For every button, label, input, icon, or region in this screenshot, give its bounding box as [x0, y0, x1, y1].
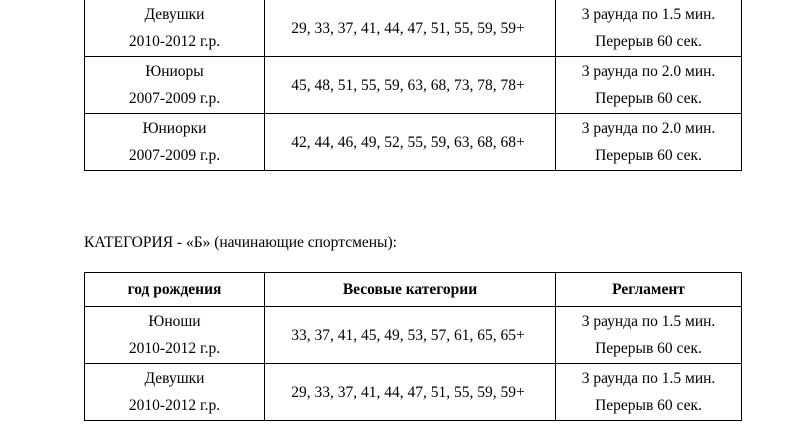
- table-row: [85, 0, 742, 57]
- category-b-heading: КАТЕГОРИЯ - «Б» (начинающие спортсмены):: [84, 234, 397, 251]
- age-group-cell: [85, 0, 265, 57]
- regulation-cell: [556, 0, 742, 57]
- rounds-text: 3 раунда по 2.0 мин.: [581, 63, 716, 80]
- break-text: Перерыв 60 сек.: [595, 397, 702, 414]
- header-regulation: Регламент: [556, 273, 742, 307]
- age-group-cell: [85, 114, 265, 171]
- break-text: Перерыв 60 сек.: [595, 33, 702, 50]
- regulation-cell: [556, 57, 742, 114]
- weight-categories-cell: 45, 48, 51, 55, 59, 63, 68, 73, 78, 78+: [265, 57, 556, 114]
- break-text: Перерыв 60 сек.: [595, 340, 702, 357]
- regulation-cell: [556, 307, 742, 364]
- weight-categories-cell: 29, 33, 37, 41, 44, 47, 51, 55, 59, 59+: [265, 364, 556, 421]
- birth-years: 2010-2012 г.р.: [128, 397, 221, 414]
- table-row: [85, 57, 742, 114]
- group-name: Девушки: [144, 370, 205, 387]
- table-row: [85, 114, 742, 171]
- age-group-cell: [85, 364, 265, 421]
- birth-years: 2007-2009 г.р.: [128, 90, 221, 107]
- table-row: [85, 307, 742, 364]
- group-name: Девушки: [144, 6, 205, 23]
- rounds-text: 3 раунда по 2.0 мин.: [581, 120, 716, 137]
- break-text: Перерыв 60 сек.: [595, 90, 702, 107]
- table-header-row: [85, 273, 742, 307]
- category-a-table-continued: [84, 0, 742, 171]
- rounds-text: 3 раунда по 1.5 мин.: [581, 370, 716, 387]
- header-birth-year: год рождения: [85, 273, 265, 307]
- group-name: Юниорки: [142, 120, 207, 137]
- weight-categories-cell: 42, 44, 46, 49, 52, 55, 59, 63, 68, 68+: [265, 114, 556, 171]
- header-weight-categories: Весовые категории: [265, 273, 556, 307]
- group-name: Юноши: [148, 313, 201, 330]
- birth-years: 2007-2009 г.р.: [128, 147, 221, 164]
- age-group-cell: [85, 307, 265, 364]
- break-text: Перерыв 60 сек.: [595, 147, 702, 164]
- birth-years: 2010-2012 г.р.: [128, 340, 221, 357]
- weight-categories-cell: 29, 33, 37, 41, 44, 47, 51, 55, 59, 59+: [265, 0, 556, 57]
- category-b-table: [84, 272, 742, 421]
- rounds-text: 3 раунда по 1.5 мин.: [581, 6, 716, 23]
- birth-years: 2010-2012 г.р.: [128, 33, 221, 50]
- regulation-cell: [556, 364, 742, 421]
- rounds-text: 3 раунда по 1.5 мин.: [581, 313, 716, 330]
- table-row: [85, 364, 742, 421]
- age-group-cell: [85, 57, 265, 114]
- regulation-cell: [556, 114, 742, 171]
- weight-categories-cell: 33, 37, 41, 45, 49, 53, 57, 61, 65, 65+: [265, 307, 556, 364]
- group-name: Юниоры: [145, 63, 204, 80]
